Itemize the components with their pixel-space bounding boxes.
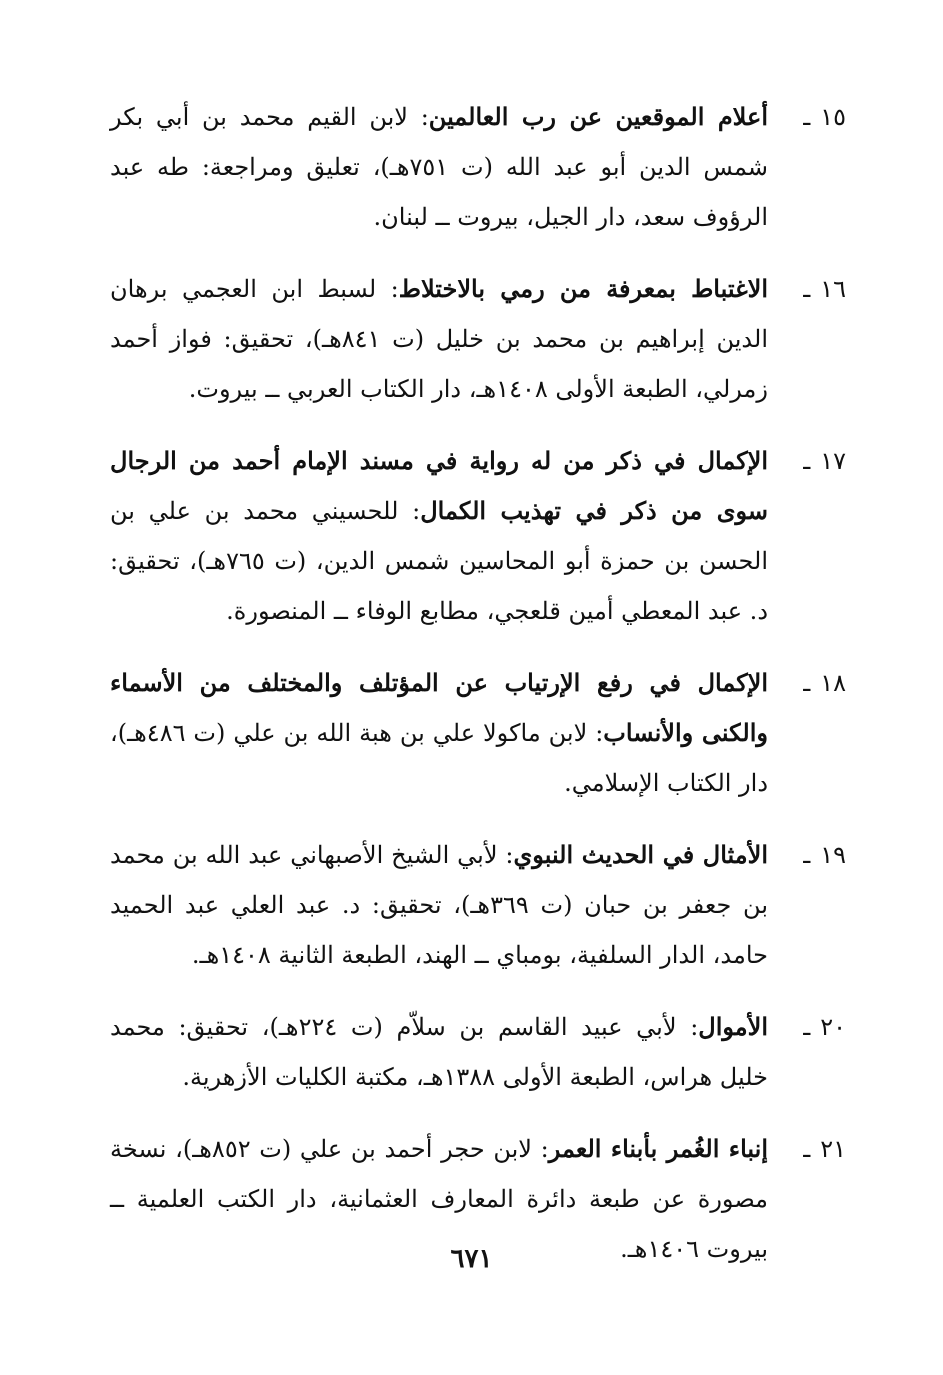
entry-number xyxy=(768,658,846,708)
entry-body xyxy=(110,1002,768,1102)
entry-body xyxy=(110,92,768,242)
entry-number xyxy=(768,830,846,880)
entry-text: : لابن ماكولا علي بن هبة الله بن علي (ت ٤٨٦هـ)، دار الكتاب الإسلامي. xyxy=(110,719,768,797)
entry-number xyxy=(768,1124,846,1174)
bibliography-page xyxy=(110,92,846,1296)
entry-number xyxy=(768,1002,846,1052)
entry-number-value: ١٧ xyxy=(820,447,846,475)
entry-number-value: ٢٠ xyxy=(820,1013,846,1041)
entry-text: : لأبي الشيخ الأصبهاني عبد الله بن محمد بن جعفر بن حبان (ت ٣٦٩هـ)، تحقيق: د. عبد العلي عبد الحميد حامد، الدار السلفية، بومباي ــ الهند، الطبعة الثانية ١٤٠٨هـ. xyxy=(110,841,769,969)
entry-number-value: ١٦ xyxy=(820,275,846,303)
entry-number-value: ٢١ xyxy=(820,1135,846,1163)
entry-text: : لابن القيم محمد بن أبي بكر شمس الدين أبو عبد الله (ت ٧٥١هـ)، تعليق ومراجعة: طه عبد الرؤوف سعد، دار الجيل، بيروت ــ لبنان. xyxy=(110,103,769,231)
entry-title: الأموال xyxy=(698,1012,768,1041)
entry-number xyxy=(768,436,846,486)
entry-text: : لسبط ابن العجمي برهان الدين إبراهيم بن محمد بن خليل (ت ٨٤١هـ)، تحقيق: فواز أحمد زمرلي، الطبعة الأولى ١٤٠٨هـ، دار الكتاب العربي ــ بيروت. xyxy=(110,275,768,403)
entry-title: الاغتباط بمعرفة من رمي بالاختلاط xyxy=(398,274,768,303)
page-number: ٦٧١ xyxy=(450,1244,493,1274)
entry-dash: ـ xyxy=(803,841,811,869)
bibliography-entry xyxy=(110,264,846,414)
entry-title: أعلام الموقعين عن رب العالمين xyxy=(428,102,768,131)
entry-text: : للحسيني محمد بن علي بن الحسن بن حمزة أبو المحاسين شمس الدين، (ت ٧٦٥هـ)، تحقيق: د. عبد المعطي أمين قلعجي، مطابع الوفاء ــ المنصورة. xyxy=(110,497,768,625)
bibliography-entry xyxy=(110,658,846,808)
entry-dash: ـ xyxy=(803,1135,811,1163)
entry-body xyxy=(110,436,768,636)
bibliography-entry xyxy=(110,1002,846,1102)
entry-body xyxy=(110,264,768,414)
entry-title: الإكمال في ذكر من له رواية في مسند الإمام أحمد من الرجال سوى من ذكر في تهذيب الكمال xyxy=(110,446,768,525)
entry-title: الإكمال في رفع الإرتياب عن المؤتلف والمختلف من الأسماء والكنى والأنساب xyxy=(110,668,768,747)
entry-number-value: ١٥ xyxy=(820,103,846,131)
entry-dash: ـ xyxy=(803,447,811,475)
entry-dash: ـ xyxy=(803,1013,811,1041)
entry-dash: ـ xyxy=(803,103,811,131)
bibliography-entry xyxy=(110,830,846,980)
bibliography-entry xyxy=(110,92,846,242)
entry-dash: ـ xyxy=(803,669,811,697)
entry-body xyxy=(110,658,768,808)
entry-text: : لابن حجر أحمد بن علي (ت ٨٥٢هـ)، نسخة مصورة عن طبعة دائرة المعارف العثمانية، دار الكتب العلمية ــ بيروت ١٤٠٦هـ. xyxy=(110,1135,768,1263)
bibliography-entry xyxy=(110,436,846,636)
entry-title: إنباء الغُمر بأبناء العمر xyxy=(548,1134,768,1163)
entry-number-value: ١٨ xyxy=(820,669,846,697)
entry-dash: ـ xyxy=(803,275,811,303)
entry-number xyxy=(768,92,846,142)
entry-title: الأمثال في الحديث النبوي xyxy=(513,840,768,869)
entry-number-value: ١٩ xyxy=(820,841,846,869)
entry-number xyxy=(768,264,846,314)
entry-text: : لأبي عبيد القاسم بن سلاّم (ت ٢٢٤هـ)، تحقيق: محمد خليل هراس، الطبعة الأولى ١٣٨٨هـ، مكتبة الكليات الأزهرية. xyxy=(110,1013,768,1091)
entry-body xyxy=(110,830,768,980)
